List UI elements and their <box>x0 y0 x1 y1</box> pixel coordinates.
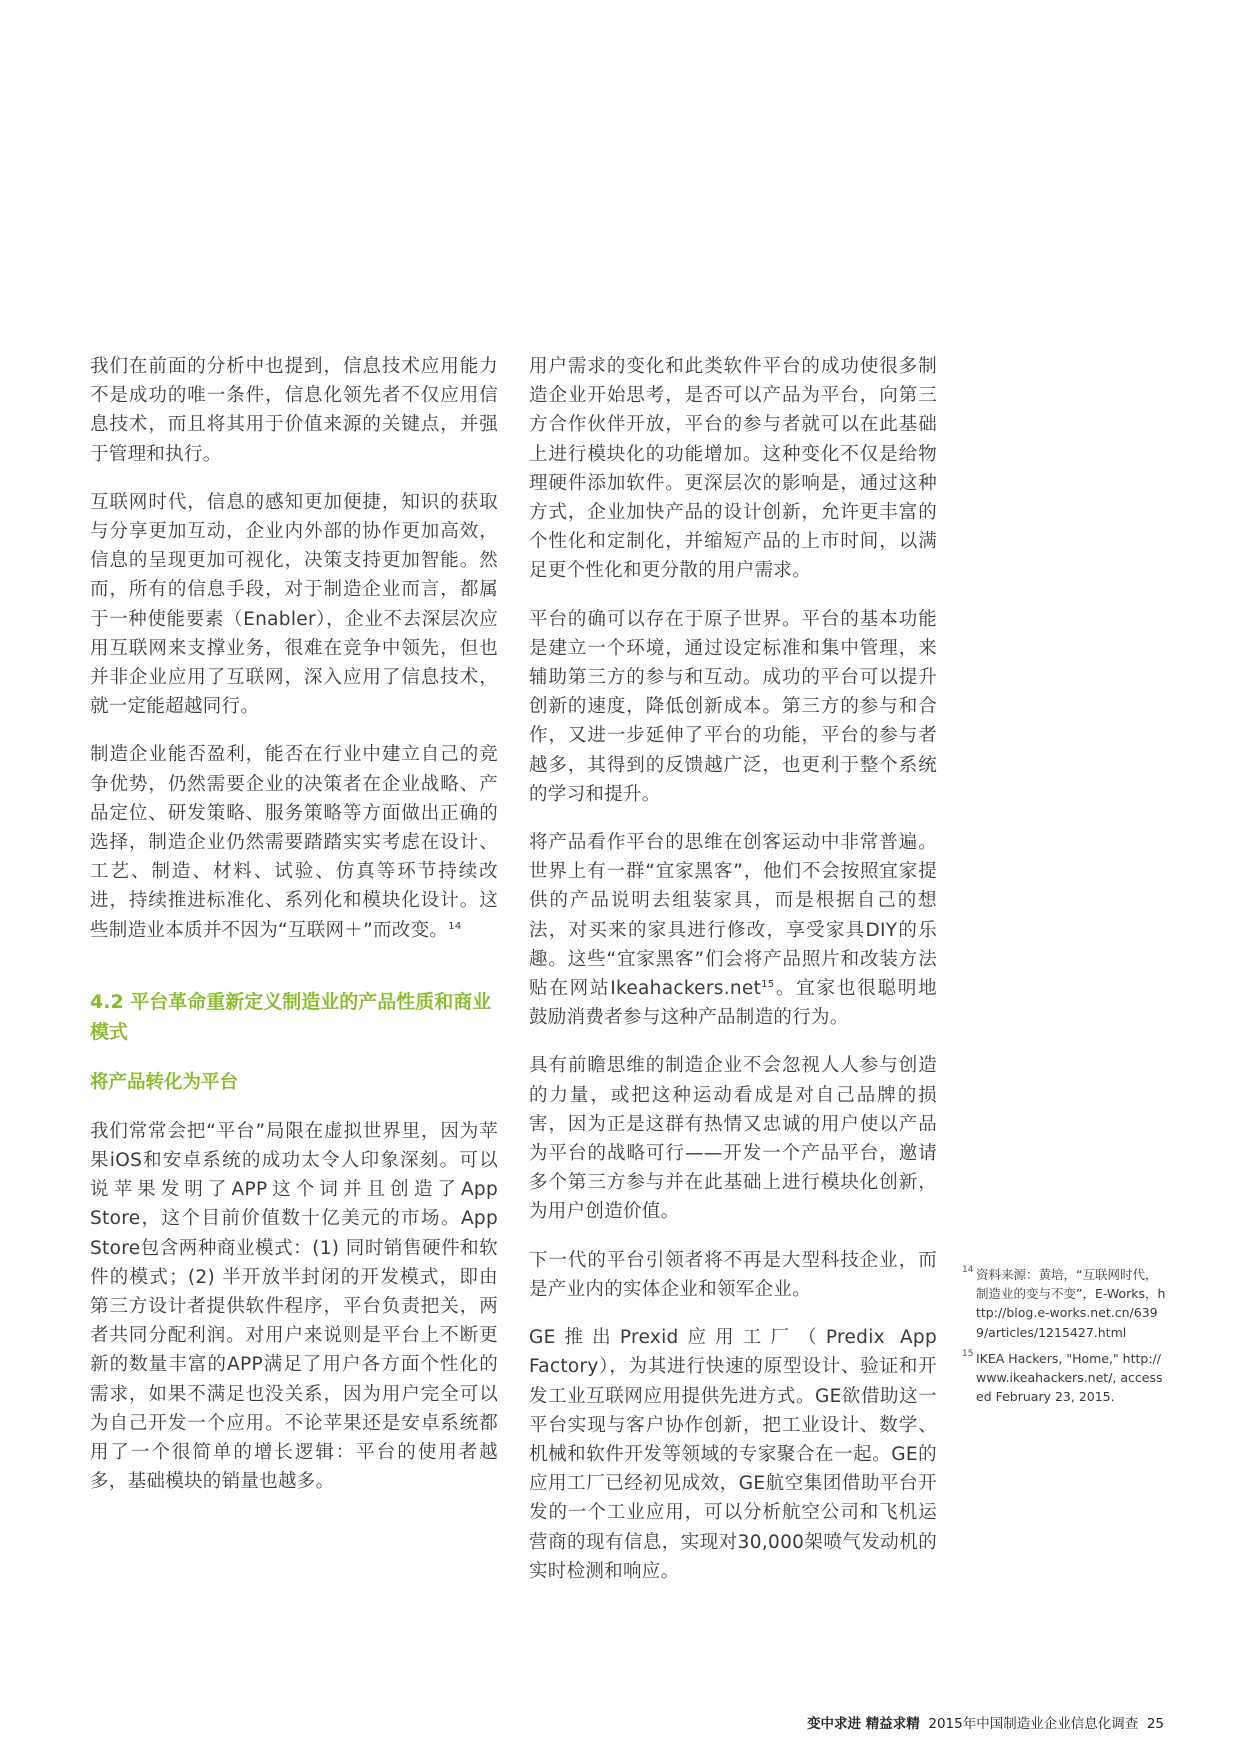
body-paragraph: 我们常常会把“平台”局限在虚拟世界里，因为苹果iOS和安卓系统的成功太令人印象深刻。可以说苹果发明了APP这个词并且创造了App Store，这个目前价值数十亿美元的市场。App Store包含两种商业模式：(1) 同时销售硬件和软件的模式；(2) 半开放半封闭的开发模式，即由第三方设计者提供软件程序，平台负责把关，两者共同分配利润。对用户来说则是平台上不断更新的数量丰富的APP满足了用户各方面个性化的需求，如果不满足也没关系，因为用户完全可以为自己开发一个应用。不论苹果还是安卓系统都用了一个很简单的增长逻辑：平台的使用者越多，基础模块的销量也越多。 <box>90 1120 498 1493</box>
body-paragraph: 具有前瞻思维的制造企业不会忽视人人参与创造的力量，或把这种运动看成是对自己品牌的损害，因为正是这群有热情又忠诚的用户使以产品为平台的战略可行——开发一个产品平台，邀请多个第三方参与并在此基础上进行模块化创新，为用户创造价值。 <box>529 1055 937 1223</box>
footnote-ref-14[interactable]: 14 <box>448 920 462 932</box>
footnote <box>962 1265 1167 1342</box>
paragraph-text: 制造企业能否盈利，能否在行业中建立自己的竞争优势，仍然需要企业的决策者在企业战略、产品定位、研发策略、服务策略等方面做出正确的选择，制造企业仍然需要踏踏实实考虑在设计、工艺、制造、材料、试验、仿真等环节持续改进，持续推进标准化、系列化和模块化设计。这些制造业本质并不因为“互联网＋”而改变。 <box>90 744 498 941</box>
body-paragraph <box>529 828 937 1032</box>
body-paragraph: 互联网时代，信息的感知更加便捷，知识的获取与分享更加互动，企业内外部的协作更加高效，信息的呈现更加可视化，决策支持更加智能。然而，所有的信息手段，对于制造企业而言，都属于一种使能要素（Enabler），企业不去深层次应用互联网来支撑业务，很难在竞争中领先，但也并非企业应用了互联网，深入应用了信息技术，就一定能超越同行。 <box>90 491 498 718</box>
body-paragraph <box>90 740 498 944</box>
footnote-text: IKEA Hackers, "Home," http://www.ikeahackers.net/, accessed February 23, 2015. <box>976 1350 1163 1405</box>
footnotes <box>962 1265 1167 1413</box>
paragraph-text: 将产品看作平台的思维在创客运动中非常普遍。世界上有一群“宜家黑客”，他们不会按照宜家提供的产品说明去组装家具，而是根据自己的想法，对买来的家具进行修改，享受家具DIY的乐趣。这些“宜家黑客”们会将产品照片和改装方法贴在网站Ikeahackers.net <box>529 832 937 1000</box>
footnote-text: 资料来源：黄培，“互联网时代，制造业的变与不变”，E-Works，http://blog.e-works.net.cn/6399/articles/1215427.html <box>976 1267 1166 1340</box>
body-paragraph: 用户需求的变化和此类软件平台的成功使很多制造企业开始思考，是否可以产品为平台，向第三方合作伙伴开放，平台的参与者就可以在此基础上进行模块化的功能增加。这种变化不仅是给物理硬件添加软件。更深层次的影响是，通过这种方式，企业加快产品的设计创新，允许更丰富的个性化和定制化，并缩短产品的上市时间，以满足更个性化和更分散的用户需求。 <box>529 356 937 582</box>
body-paragraph: 我们在前面的分析中也提到，信息技术应用能力不是成功的唯一条件，信息化领先者不仅应用信息技术，而且将其用于价值来源的关键点，并强于管理和执行。 <box>90 356 498 465</box>
footnote-number: 14 <box>962 1265 974 1275</box>
footer-title: 2015年中国制造业企业信息化调查 <box>928 1716 1139 1732</box>
footnote-ref-15[interactable]: 15 <box>761 979 775 991</box>
body-paragraph: GE推出Prexid应用工厂（Predix App Factory），为其进行快速的原型设计、验证和开发工业互联网应用提供先进方式。GE欲借助这一平台实现与客户协作创新，把工业设计、数学、机械和软件开发等领域的专家聚合在一起。GE的应用工厂已经初见成效，GE航空集团借助平台开发的一个工业应用，可以分析航空公司和飞机运营商的现有信息，实现对30,000架喷气发动机的实时检测和响应。 <box>529 1327 937 1582</box>
left-column <box>90 352 498 1516</box>
section-heading: 4.2 平台革命重新定义制造业的产品性质和商业模式 <box>90 990 492 1043</box>
body-paragraph: 平台的确可以存在于原子世界。平台的基本功能是建立一个环境，通过设定标准和集中管理，来辅助第三方的参与和互动。成功的平台可以提升创新的速度，降低创新成本。第三方的参与和合作，又进一步延伸了平台的功能，平台的参与者越多，其得到的反馈越广泛，也更利于整个系统的学习和提升。 <box>529 608 937 805</box>
footnote <box>962 1349 1167 1407</box>
body-paragraph: 下一代的平台引领者将不再是大型科技企业，而是产业内的实体企业和领军企业。 <box>529 1249 937 1300</box>
paragraph-text: 。宜家也很聪明地鼓励消费者参与这种产品制造的行为。 <box>529 978 937 1029</box>
subheading: 将产品转化为平台 <box>90 1071 239 1093</box>
page-footer <box>807 1712 1164 1732</box>
footnote-number: 15 <box>962 1348 974 1359</box>
footer-slogan: 变中求进 精益求精 <box>807 1716 920 1732</box>
page-number: 25 <box>1146 1716 1164 1732</box>
right-column <box>529 352 937 1605</box>
